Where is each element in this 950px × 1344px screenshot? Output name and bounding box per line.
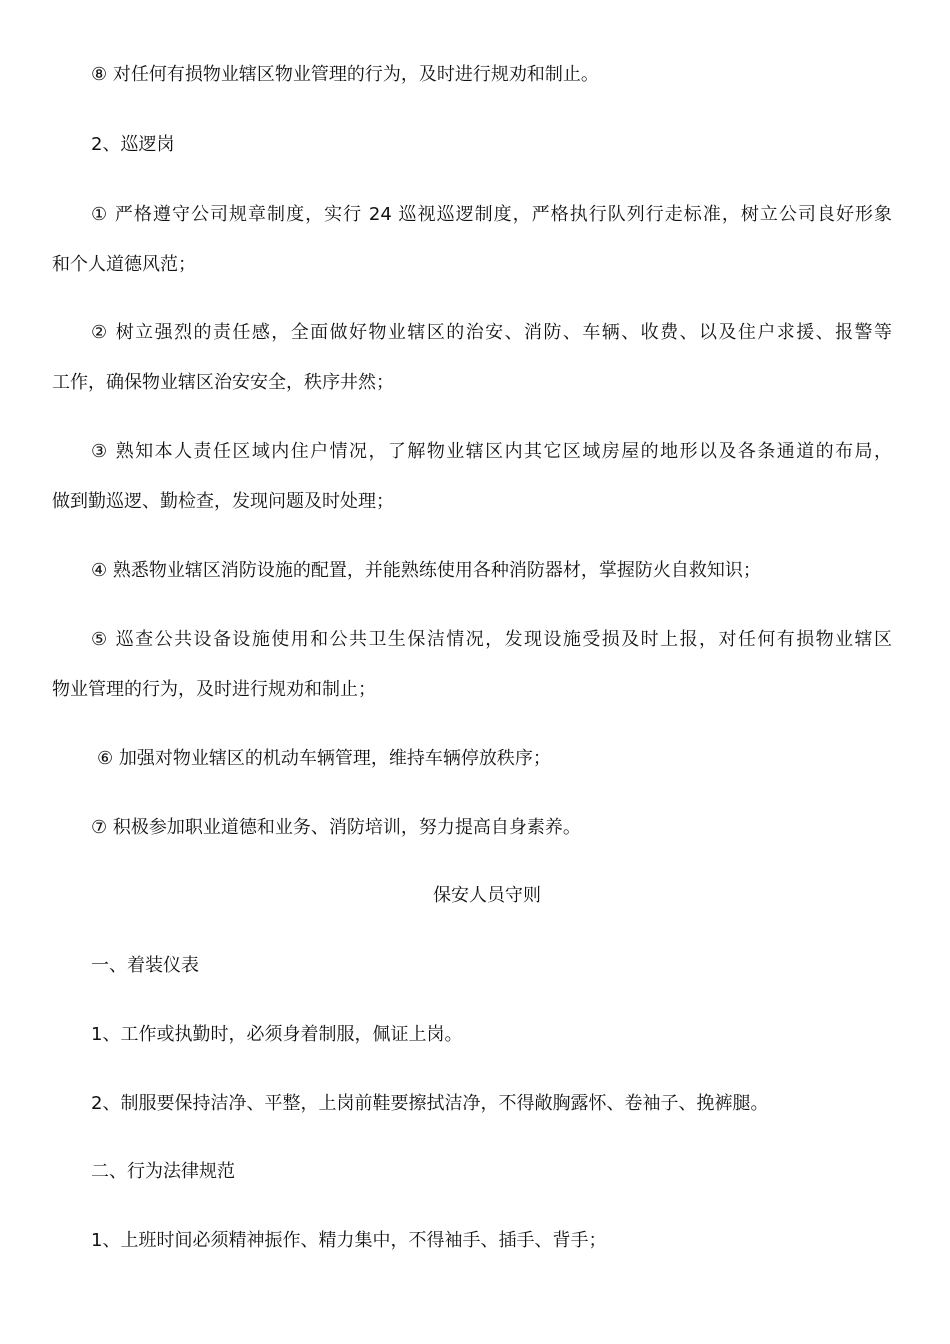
paragraph-line: 做到勤巡逻、勤检查，发现问题及时处理； xyxy=(52,491,394,512)
paragraph-line: ⑦ 积极参加职业道德和业务、消防培训，努力提高自身素养。 xyxy=(91,817,581,838)
paragraph-line: 1、工作或执勤时，必须身着制服，佩证上岗。 xyxy=(91,1024,463,1045)
paragraph-line: ⑧ 对任何有损物业辖区物业管理的行为，及时进行规劝和制止。 xyxy=(91,64,599,85)
paragraph-line: ② 树立强烈的责任感，全面做好物业辖区的治安、消防、车辆、收费、以及住户求援、报警等 xyxy=(91,322,892,343)
paragraph-line: ① 严格遵守公司规章制度，实行 24 巡视巡逻制度，严格执行队列行走标准，树立公司良好形象 xyxy=(91,204,892,225)
paragraph-line: 2、制服要保持洁净、平整，上岗前鞋要擦拭洁净，不得敞胸露怀、卷袖子、挽裤腿。 xyxy=(91,1093,769,1114)
section-heading: 2、巡逻岗 xyxy=(91,134,175,155)
paragraph-line: 和个人道德风范； xyxy=(52,254,196,275)
paragraph-line: ⑥ 加强对物业辖区的机动车辆管理，维持车辆停放秩序； xyxy=(97,748,551,769)
section-heading: 二、行为法律规范 xyxy=(91,1161,235,1182)
paragraph-line: ③ 熟知本人责任区域内住户情况，了解物业辖区内其它区域房屋的地形以及各条通道的布局， xyxy=(91,441,892,462)
paragraph-line: 1、上班时间必须精神振作、精力集中，不得袖手、插手、背手； xyxy=(91,1230,607,1251)
paragraph-line: ④ 熟悉物业辖区消防设施的配置，并能熟练使用各种消防器材，掌握防火自救知识； xyxy=(91,560,761,581)
document-title: 保安人员守则 xyxy=(433,885,541,906)
paragraph-line: 物业管理的行为，及时进行规劝和制止； xyxy=(52,679,376,700)
paragraph-line: ⑤ 巡查公共设备设施使用和公共卫生保洁情况，发现设施受损及时上报，对任何有损物业辖区 xyxy=(91,629,892,650)
section-heading: 一、着装仪表 xyxy=(91,955,199,976)
paragraph-line: 工作，确保物业辖区治安安全，秩序井然； xyxy=(52,372,394,393)
